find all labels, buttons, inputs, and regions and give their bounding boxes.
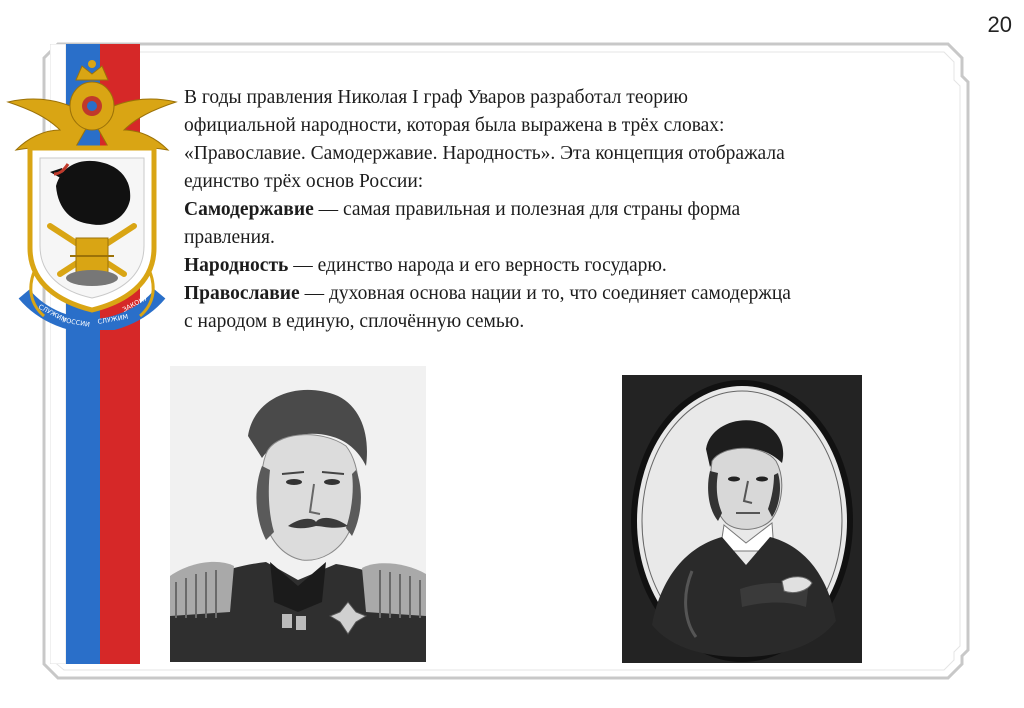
definition-nationality [184,252,794,280]
definition-term: Народность [184,255,289,276]
police-emblem-icon [4,58,180,330]
emblem-ribbon-word-1: СЛУЖИМ [37,302,69,325]
definition-orthodoxy [184,280,794,336]
emblem-ribbon-word-3: СЛУЖИМ [96,312,129,326]
emblem-ribbon-word-2: РОССИИ [61,316,91,329]
emblem-ribbon-word-4: ЗАКОНУ [121,293,149,314]
page-number: 20 [987,12,1012,37]
slide-text-block [184,84,794,336]
definition-autocracy [184,196,794,252]
definition-text: — духовная основа нации и то, что соединяет самодержца с народом в единую, сплочённую семью. [184,283,791,332]
intro-paragraph: В годы правления Николая I граф Уваров разработал теорию официальной народности, которая была выражена в трёх словах: «Православие. Самодержавие. Народность». Эта концепция отображала единство трёх основ России: [184,87,785,192]
definition-term: Самодержавие [184,199,314,220]
portrait-nicholas-image [170,366,426,662]
definition-text: — самая правильная и полезная для страны форма правления. [184,199,741,248]
definition-term: Православие [184,283,300,304]
portrait-uvarov-image [622,375,862,663]
definition-text: — единство народа и его верность государю. [288,255,667,276]
